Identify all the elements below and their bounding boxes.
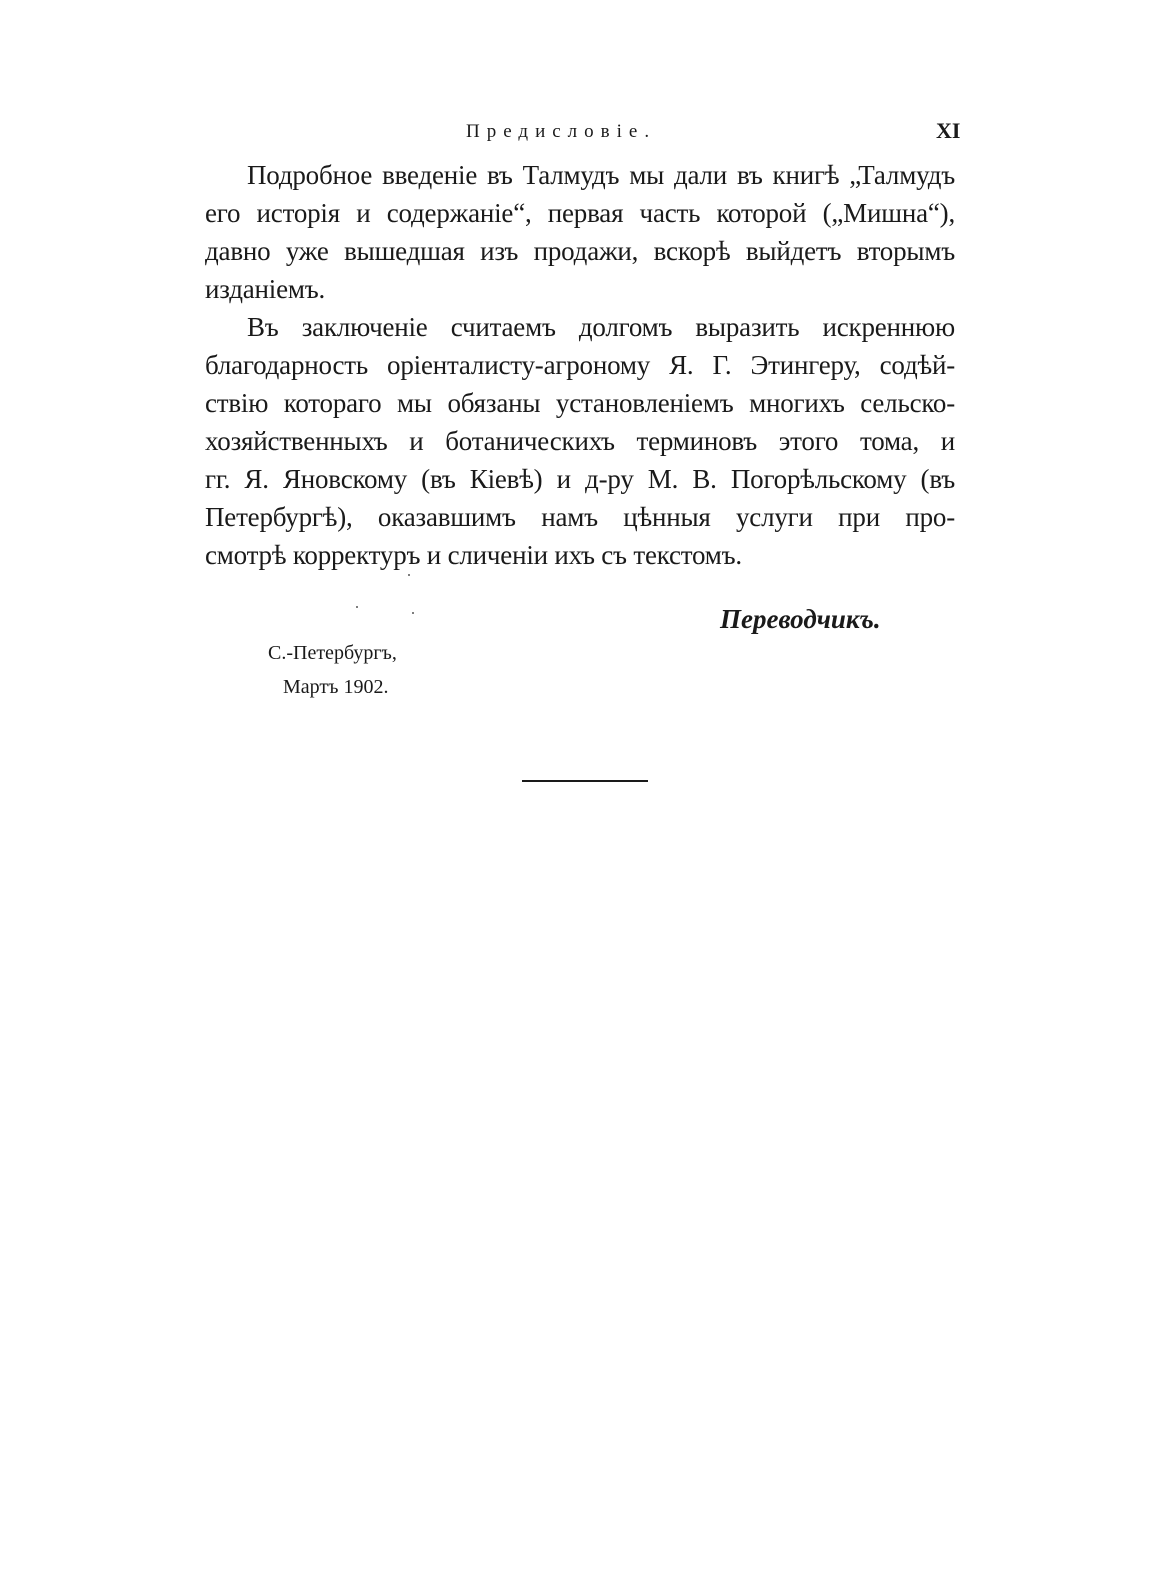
end-rule-divider	[522, 780, 648, 782]
date: Мартъ 1902.	[283, 676, 389, 698]
place: С.-Петербургъ,	[268, 642, 397, 664]
paragraph-1-line-1: Подробное введеніе въ Талмудъ мы дали въ книгѣ „Талмудъ	[247, 160, 955, 190]
paragraph-2-line-3: ствію котораго мы обязаны установленіемъ многихъ сельско-	[205, 388, 955, 418]
signature: Переводчикъ.	[720, 604, 881, 634]
page-number: XI	[936, 118, 961, 143]
paragraph-1-line-3: давно уже вышедшая изъ продажи, вскорѣ выйдетъ вторымъ	[205, 236, 955, 266]
paragraph-1-line-4: изданіемъ.	[205, 274, 326, 304]
print-speck	[412, 612, 414, 614]
paragraph-2-line-2: благодарность оріенталисту-агроному Я. Г. Этингеру, содѣй-	[205, 350, 955, 380]
paragraph-2-line-4: хозяйственныхъ и ботаническихъ терминовъ этого тома, и	[205, 426, 955, 456]
paragraph-1-line-2: его исторія и содержаніе“, первая часть которой („Мишна“),	[205, 198, 955, 228]
paragraph-2-line-5: гг. Я. Яновскому (въ Кіевѣ) и д-ру М. В. Погорѣльскому (въ	[205, 464, 955, 494]
paragraph-2-line-6: Петербургѣ), оказавшимъ намъ цѣнныя услуги при про-	[205, 502, 955, 532]
print-speck	[356, 606, 358, 608]
paragraph-2-line-1: Въ заключеніе считаемъ долгомъ выразить искреннюю	[247, 312, 955, 342]
paragraph-2-line-7: смотрѣ корректуръ и сличеніи ихъ съ текстомъ.	[205, 540, 742, 570]
running-title: Предисловіе.	[466, 121, 657, 142]
print-speck	[408, 574, 410, 576]
